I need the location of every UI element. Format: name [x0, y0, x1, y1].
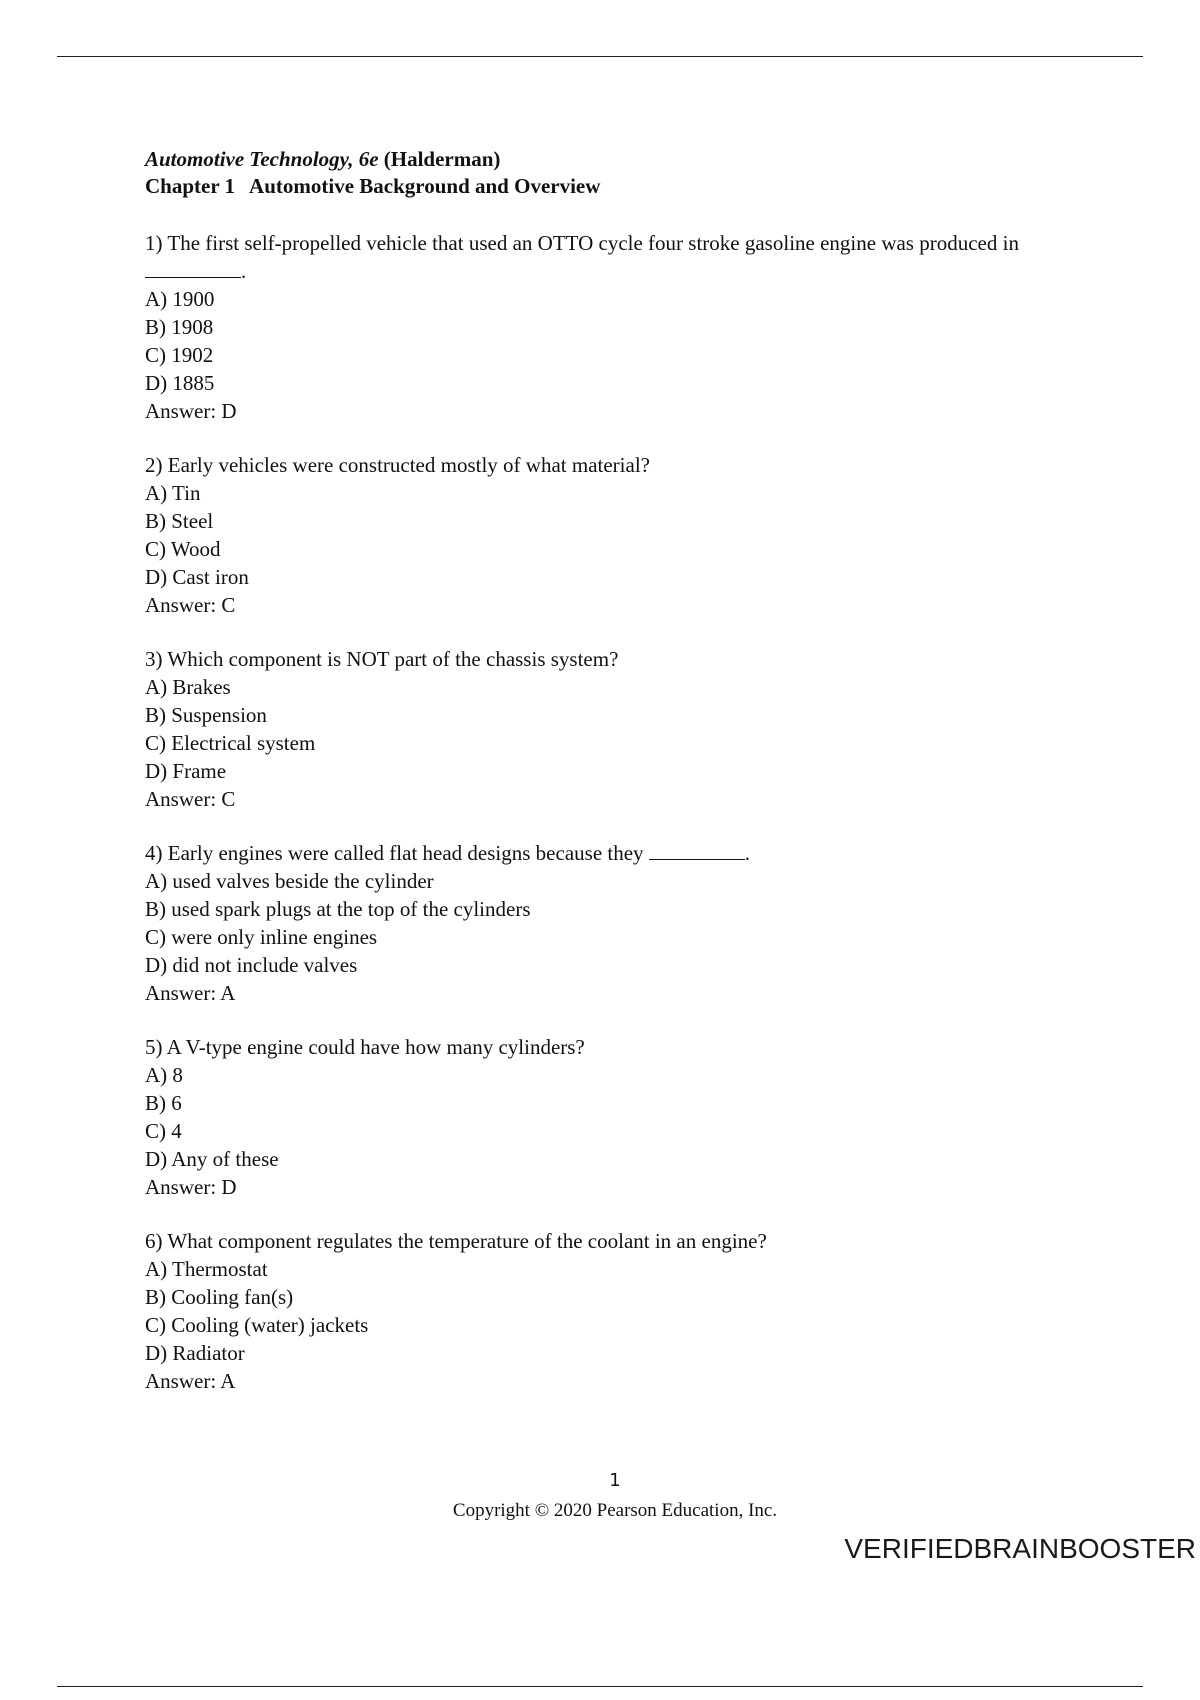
- question-4: [145, 839, 1045, 1007]
- question-stem: [145, 451, 1045, 479]
- question-text-end: .: [241, 259, 247, 283]
- chapter-title: Automotive Background and Overview: [249, 174, 601, 198]
- option-c: C) were only inline engines: [145, 925, 378, 949]
- question-stem: [145, 1227, 1045, 1255]
- question-text: A V-type engine could have how many cylinders?: [166, 1035, 585, 1059]
- option-d: D) Any of these: [145, 1147, 279, 1171]
- question-text-end: .: [744, 841, 751, 865]
- option-a: A) 8: [145, 1063, 183, 1087]
- option-c: C) Wood: [145, 537, 221, 561]
- page-number: 1: [609, 1470, 621, 1491]
- question-text: Early vehicles were constructed mostly of what material?: [167, 453, 650, 477]
- watermark-text: VERIFIEDBRAINBOOSTER: [844, 1533, 1196, 1564]
- question-2: [145, 451, 1045, 619]
- option-a: A) Thermostat: [145, 1257, 268, 1281]
- answer-line: Answer: D: [145, 399, 237, 423]
- option-c: C) 1902: [145, 343, 214, 367]
- option-c: C) 4: [145, 1119, 182, 1143]
- question-text: Which component is NOT part of the chassis system?: [167, 647, 619, 671]
- answer-line: Answer: A: [145, 981, 236, 1005]
- bottom-rule: [57, 1686, 1143, 1687]
- option-d: D) Cast iron: [145, 565, 249, 589]
- answer-line: Answer: D: [145, 1175, 237, 1199]
- copyright-notice: Copyright © 2020 Pearson Education, Inc.: [452, 1500, 778, 1521]
- option-c: C) Cooling (water) jackets: [145, 1313, 369, 1337]
- option-a: A) used valves beside the cylinder: [145, 869, 434, 893]
- question-5: [145, 1033, 1045, 1201]
- answer-line: Answer: C: [145, 593, 236, 617]
- chapter-label: Chapter 1: [145, 174, 236, 198]
- answer-line: Answer: C: [145, 787, 236, 811]
- question-number: 3): [145, 647, 163, 671]
- fill-in-blank: [145, 259, 241, 278]
- question-list: [145, 229, 1045, 1395]
- fill-in-blank: [649, 841, 745, 860]
- page-content: [145, 146, 1045, 1421]
- option-a: A) 1900: [145, 287, 215, 311]
- book-header: [145, 146, 1045, 173]
- question-number: 1): [145, 231, 163, 255]
- option-b: B) Cooling fan(s): [145, 1285, 294, 1309]
- option-d: D) Radiator: [145, 1341, 245, 1365]
- question-3: [145, 645, 1045, 813]
- answer-line: Answer: A: [145, 1369, 236, 1393]
- option-a: A) Brakes: [145, 675, 231, 699]
- question-stem: [145, 1033, 1045, 1061]
- question-text: The first self-propelled vehicle that used an OTTO cycle four stroke gasoline engine was produced in: [167, 231, 1019, 255]
- question-number: 6): [145, 1229, 163, 1253]
- question-stem: [145, 645, 1045, 673]
- question-text: Early engines were called flat head designs because they: [167, 841, 644, 865]
- option-b: B) Suspension: [145, 703, 267, 727]
- chapter-header: [145, 173, 1045, 200]
- option-b: B) used spark plugs at the top of the cylinders: [145, 897, 531, 921]
- question-number: 2): [145, 453, 163, 477]
- option-d: D) Frame: [145, 759, 227, 783]
- option-c: C) Electrical system: [145, 731, 316, 755]
- option-a: A) Tin: [145, 481, 201, 505]
- book-author: (Halderman): [383, 147, 501, 171]
- option-b: B) 1908: [145, 315, 214, 339]
- book-title: Automotive Technology, 6e: [145, 147, 379, 171]
- question-stem: [145, 229, 1045, 285]
- question-stem: [145, 839, 1045, 867]
- question-number: 4): [145, 841, 163, 865]
- question-1: [145, 229, 1045, 425]
- option-d: D) did not include valves: [145, 953, 358, 977]
- question-number: 5): [145, 1035, 163, 1059]
- top-rule: [57, 56, 1143, 57]
- option-b: B) Steel: [145, 509, 214, 533]
- question-6: [145, 1227, 1045, 1395]
- question-text: What component regulates the temperature of the coolant in an engine?: [167, 1229, 767, 1253]
- option-d: D) 1885: [145, 371, 215, 395]
- option-b: B) 6: [145, 1091, 182, 1115]
